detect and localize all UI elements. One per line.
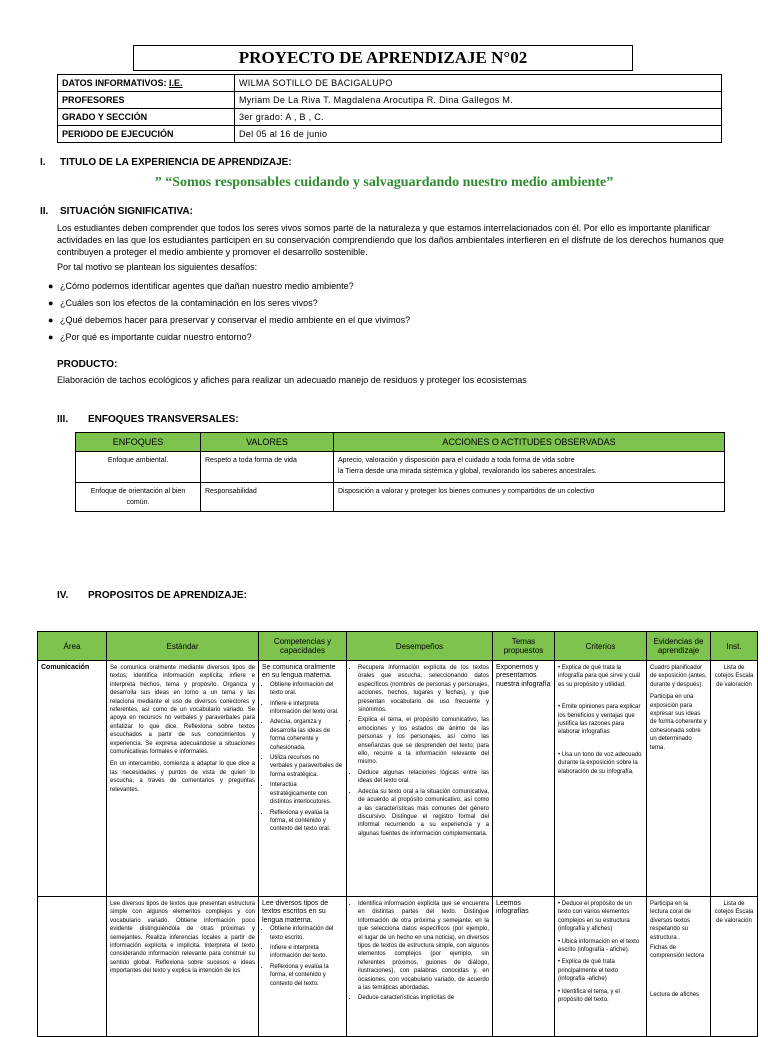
datos-informativos-table	[57, 74, 722, 143]
section-number: IV.	[57, 590, 69, 601]
enfoques-table	[75, 432, 725, 512]
section-title: TITULO DE LA EXPERIENCIA DE APRENDIZAJE:	[60, 157, 292, 168]
list-item: ● ¿Cuáles son los efectos de la contaminación en los seres vivos?	[48, 297, 318, 308]
section-number: III.	[57, 414, 69, 425]
desempenos-cell: • Identifica información explícita que se encuentra en distintas partes del texto. Distingue información de otra próxima y semejante, en la que selecciona datos específicos (por ejemplo, el lugar de un hecho en una noticia), en diversos tipos de textos de estructura simple, con algunos elementos complejos (por ejemplo, sin referentes próximos, guiones de diálogo, ilustraciones), con palabras conocidas y, en ocasiones, con vocabulario variado, de acuerdo a las temáticas abordadas. • Deduce características implícitas de	[347, 897, 493, 1037]
bullet-icon: ●	[48, 297, 54, 308]
datos-label: PERIODO DE EJECUCIÓN	[58, 126, 235, 143]
section-number: I.	[40, 157, 46, 168]
datos-value: 3er grado: A , B , C.	[235, 109, 722, 126]
competencias-cell: Lee diversos tipos de textos escritos en su lengua materna. • Obtiene información del texto escrito. • Infiere e interpreta información del texto. • Reflexiona y evalúa la forma, el contenido y contexto del texto.	[259, 897, 347, 1037]
column-header: Competencias y capacidades	[259, 632, 347, 661]
accion-cell: Disposición a valorar y proteger los bienes comunes y compartidos de un colectivo	[334, 483, 725, 512]
datos-label: DATOS INFORMATIVOS: I.E.	[58, 75, 235, 92]
table-row	[38, 897, 758, 1037]
temas-cell: Exponemos y presentamos nuestra infografía	[493, 661, 555, 897]
table-row	[58, 75, 722, 92]
datos-label: PROFESORES	[58, 92, 235, 109]
column-header: Estándar	[107, 632, 259, 661]
bullet-icon: ●	[48, 331, 54, 342]
enfoque-cell: Enfoque de orientación al bien común.	[76, 483, 201, 512]
column-header: Desempeños	[347, 632, 493, 661]
section-number: II.	[40, 206, 49, 217]
valor-cell: Respeto a toda forma de vida	[201, 452, 334, 483]
valor-cell: Responsabilidad	[201, 483, 334, 512]
evidencias-cell: Participa en la lectura coral de diversos textos respetando su estructura . Fichas de comprensión lectora Lectura de afiches	[647, 897, 711, 1037]
table-row	[76, 483, 725, 512]
accion-cell: Aprecio, valoración y disposición para el cuidado a toda forma de vida sobre la Tierra desde una mirada sistémica y global, revalorando los saberes ancestrales.	[334, 452, 725, 483]
experience-title: ” “Somos responsables cuidando y salvaguardando nuestro medio ambiente”	[154, 175, 614, 190]
table-row	[38, 661, 758, 897]
situation-intro: Por tal motivo se plantean los siguientes desafíos:	[57, 262, 258, 272]
enfoque-cell: Enfoque ambiental.	[76, 452, 201, 483]
desempenos-cell: • Recupera información explícita de los textos orales que escucha, seleccionando datos específicos (nombres de personas y personajes, acciones, hechos, lugares y fechas), y que presentan vocabulario de uso frecuente y sinónimos. • Explica el tema, el propósito comunicativo, las emociones y los estados de ánimo de las personas y los personajes, así como las enseñanzas que se desprenden del texto; para ello, recurre a la información relevante del mismo. • Deduce algunas relaciones lógicas entre las ideas del texto oral. • Adecúa su texto oral a la situación comunicativa, de acuerdo al propósito comunicativo, así como a las características más comunes del género discursivo. Distingue el registro formal del informal recurriendo a su experiencia y a algunas fuentes de información complementaria.	[347, 661, 493, 897]
producto-text: Elaboración de tachos ecológicos y afiches para realizar un adecuado manejo de residuos y proteger los ecosistemas	[57, 375, 527, 385]
datos-value: WILMA SOTILLO DE BACIGALUPO	[235, 75, 722, 92]
propositos-table	[37, 631, 758, 1037]
list-item: ● ¿Qué debemos hacer para preservar y conservar el medio ambiente en el que vivimos?	[48, 314, 411, 325]
column-header: ENFOQUES	[76, 433, 201, 452]
bullet-icon: ●	[48, 280, 54, 291]
producto-title: PRODUCTO:	[57, 359, 118, 370]
table-row	[76, 452, 725, 483]
estandar-cell: Se comunica oralmente mediante diversos tipos de textos; identifica información explícita; infiere e interpreta hechos, tema y propósito. Organiza y desarrolla sus ideas en torno a un tema y las relaciona mediante el uso de diversos conectores y referentes, así como de un vocabulario variado. Se apoya en recursos no verbales y paraverbales para enfatizar lo que dice. Reflexiona sobre textos escuchados a partir de sus conocimientos y experiencia. Se expresa adecuándose a situaciones comunicativas formales e informales. En un intercambio, comienza a adaptar lo que dice a las necesidades y puntos de vista de quien lo escucha, a través de comentarios y preguntas relevantes.	[107, 661, 259, 897]
list-item: ● ¿Por qué es importante cuidar nuestro entorno?	[48, 331, 252, 342]
instrumentos-cell: Lista de cotejos Escala de valoración	[711, 661, 758, 897]
column-header: Inst.	[711, 632, 758, 661]
column-header: Criterios	[555, 632, 647, 661]
table-row	[58, 92, 722, 109]
column-header: VALORES	[201, 433, 334, 452]
instrumentos-cell: Lista de cotejos Escala de valoración	[711, 897, 758, 1037]
column-header: Evidencias de aprendizaje	[647, 632, 711, 661]
column-header: ACCIONES O ACTITUDES OBSERVADAS	[334, 433, 725, 452]
competencias-cell: Se comunica oralmente en su lengua materna. • Obtiene información del texto oral. • Infiere e interpreta información del texto oral. • Adecúa, organiza y desarrolla las ideas de forma coherente y cohesionada. • Utiliza recursos no verbales y paraverbales de forma estratégica. • Interactúa estratégicamente con distintos interlocutores. • Reflexiona y evalúa la forma, el contenido y contexto del texto oral.	[259, 661, 347, 897]
column-header: Área	[38, 632, 107, 661]
criterios-cell: • Explica de qué trata la infografía para qué sirve y cuál es su propósito y utilidad. • Emite opiniones para explicar los beneficios y ventajas que justifica las razones para elaborar infografías • Usa un tono de voz adecuado durante la exposición sobre la elaboración de su infografía.	[555, 661, 647, 897]
question-list	[48, 277, 410, 345]
table-row	[58, 126, 722, 143]
list-item: ● ¿Cómo podemos identificar agentes que dañan nuestro medio ambiente?	[48, 280, 354, 291]
datos-label: GRADO Y SECCIÓN	[58, 109, 235, 126]
table-header-row	[76, 433, 725, 452]
area-cell	[38, 897, 107, 1037]
column-header: Temas propuestos	[493, 632, 555, 661]
section-title: SITUACIÓN SIGNIFICATIVA:	[60, 206, 193, 217]
section-title: ENFOQUES TRANSVERSALES:	[88, 414, 239, 425]
table-row	[58, 109, 722, 126]
datos-value: Myriam De La Riva T. Magdalena Arocutipa R. Dina Gallegos M.	[235, 92, 722, 109]
datos-value: Del 05 al 16 de junio	[235, 126, 722, 143]
evidencias-cell: Cuadro planificador de exposición (antes, durante y después). Participa en una exposición para expresar sus ideas de forma coherente y cohesionada sobre un determinado tema.	[647, 661, 711, 897]
section-title: PROPOSITOS DE APRENDIZAJE:	[88, 590, 247, 601]
situation-paragraph: Los estudiantes deben comprender que todos los seres vivos somos parte de la naturaleza y que estamos interrelacionados con él. Por ello es importante planificar actividades en las que los estudiantes participen en su conservación comprendiendo que los daños ambientales interfieren en el disfrute de los derechos humanos que contribuyen a proteger el medio ambiente y promover el desarrollo sostenible.	[57, 223, 724, 257]
page-title	[133, 45, 633, 71]
temas-cell: Leemos infografías	[493, 897, 555, 1037]
title-text: PROYECTO DE APRENDIZAJE N°02	[238, 48, 528, 67]
estandar-cell: Lee diversos tipos de textos que presentan estructura simple con algunos elementos complejos y con vocabulario variado. Obtiene información poco evidente distinguiéndola de otras próximas y semejantes. Realiza inferencias locales a partir de información explícita e implícita. Interpreta el texto considerando información relevante para construir su sentido global. Reflexiona sobre sucesos e ideas importantes del texto y explica la intención de los	[107, 897, 259, 1037]
criterios-cell: • Deduce el propósito de un texto con varios elementos complejos en su estructura (infografía y afiches) • Ubica información en el texto escrito (infografía - afiche). • Explica de qué trata principalmente el texto (infografía -afiche) • Identifica el tema, y el propósito del texto.	[555, 897, 647, 1037]
area-cell: Comunicación	[38, 661, 107, 897]
bullet-icon: ●	[48, 314, 54, 325]
table-header-row	[38, 632, 758, 661]
